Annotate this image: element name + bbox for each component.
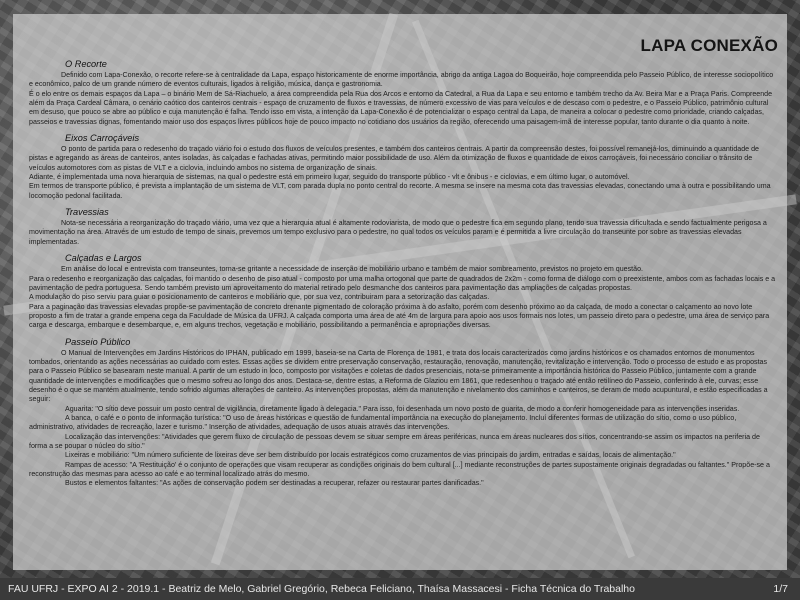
section-heading-travessias: Travessias (65, 207, 109, 218)
paragraph: A banca, o café e o ponto de informação turística: "O uso de áreas históricas e questão de fundamental importância na execução do planejamento. Incluí diferentes formas de utilização do sítio, como o uso público, administrativo, atividades de recreação, lazer e turismo." Inserção de atividades, adequação de usos atuais através das intervenções. (29, 413, 737, 432)
paragraph: Em análise do local e entrevista com transeuntes, torna-se gritante a necessidade de inserção de mobiliário urbano e também de maior sombreamento, previstos no projeto em questão. (61, 265, 644, 274)
paragraph: Aguarita: "O sítio deve possuir um posto central de vigilância, diretamente ligado à delegacia." Para isso, foi desenhada um novo posto de guarita, de modo a conferir homogeneidade para as intervenções inseridas. (65, 404, 740, 413)
paragraph: Em termos de transporte público, é prevista a implantação de um sistema de VLT, com parada dupla no ponto central do recorte. A mesma se insere na mesma cota das travessias elevadas, conectando uma à outra e possibilitando uma locomoção pedonal facilitada. (29, 182, 771, 200)
paragraph: Bustos e elementos faltantes: "As ações de conservação podem ser destinadas a recuperar, refazer ou restaurar partes danificadas." (65, 479, 484, 488)
paragraph: Rampas de acesso: "A 'Restituição' é o conjunto de operações que visam recuperar as condições originais do bem cultural [...] mediante reconstruções de partes supostamente originais degradadas ou faltantes." Propõe-se a reconstrução das mesmas para acesso ao café e ao terminal localizado atrás do mesmo. (29, 460, 770, 479)
paragraph: Localização das intervenções: "Atividades que gerem fluxo de circulação de pessoas devem se situar sempre em áreas periféricas, nunca em áreas nucleares dos sítios, concentrando-se assim os impactos na periferia de forma a se poupar o núcleo do sítio." (29, 432, 760, 450)
section-heading-calcadas: Calçadas e Largos (65, 253, 142, 264)
page-title: LAPA CONEXÃO (640, 36, 778, 55)
paragraph: É o elo entre os demais espaços da Lapa – o binário Mem de Sá-Riachuelo, a área compreendida pela Rua dos Arcos e entorno da Catedral, a Rua da Lapa e seu entorno e também trecho da Av. Beira Mar e a Praça Paris. Compreende além da Praça Cardeal Câmara, o cenário caótico dos canteiros centrais - espaço de cruzamento de fluxos e travessias, de número excessivo de vias para veículos e de descaso com o pedestre, e o Passeio Público, patrimônio cultural em desuso, que pouco se abre ao público e cuja manutenção é falha. Tendo isso em vista, a intenção da Lapa-Conexão é de potencializar o espaço central da Lapa, de maneira a colocar o pedestre como prioridade, criando calçadas, passeios e travessias dignas, fomentando maior uso dos espaços livres públicos hoje de pouco impacto no cotidiano dos usuários da região, oferecendo uma paisagem-imã de interesse popular, tanto durante o dia quanto à noite. (29, 89, 773, 126)
paragraph: O Manual de Intervenções em Jardins Históricos do IPHAN, publicado em 1999, baseia-se na Carta de Florença de 1981, e trata dos locais caracterizados como jardins históricos e os chamados entornos de monumentos tombados, orientando as ações necessárias ao cuidado com estes. Essas ações se dividem entre preservação conservação, restauração, renovação, manutenção, revitalização e intervenção. Todo o processo de estudo e as propostas para o Passeio Público se basearam neste manual. A partir de um estudo in loco, composto por visitações e coletas de dados presenciais, nota-se primeiramente a importância histórica do Passeio Público, juntamente com a grande quantidade de intervenções e modificações que o mesmo sofreu ao longo dos anos. Destaca-se, dentre estas, a Reforma de Glaziou em 1861, que redesenhou o traçado até então retilíneo do Passeio, conferindo à ele, curvas; esse desenho é o que se mantém atualmente, tendo sofrido algumas alterações de canteiro. As intervenções propostas, além da manutenção e nivelamento dos caminhos e canteiros, se deram de modo acupuntural, e estão especificadas a seguir: (29, 348, 768, 404)
paragraph: Adiante, é implementada uma nova hierarquia de sistemas, na qual o pedestre está em primeiro lugar, seguido do transporte público - vlt e ônibus - e ciclovias, e em último lugar, o automóvel. (29, 173, 630, 182)
section-heading-recorte: O Recorte (65, 59, 107, 69)
paragraph: O ponto de partida para o redesenho do traçado viário foi o estudo dos fluxos de veículos presentes, e também dos canteiros centrais. A partir da compreensão destes, foi possível remanejá-los, diminuindo a quantidade de pistas e agregando as áreas de canteiros, antes isoladas, às calçadas e fachadas ativas, permitindo maior possibilidade de uso. Além da otimização de fluxos e quantidade de eixos carroçáveis, foi necessário conciliar o trânsito de veículos automotores com as pistas de VLT e a ciclovia, incluindo ambos no sistema de organização de sinais. (29, 145, 759, 172)
paragraph: A modulação do piso serviu para guiar o posicionamento de canteiros e mobiliário que, por sua vez, contribuiram para a setorização das calçadas. (29, 293, 490, 302)
paragraph: Definido com Lapa-Conexão, o recorte refere-se à centralidade da Lapa, espaço historicamente de enorme importância, abrigo da antiga Lagoa do Boqueirão, hoje compreendida pelo Passeio Público, de interesse sociopolítico e econômico, palco de um grande número de eventos culturais, ligados à religião, música, dança e gastronomia. (29, 71, 774, 89)
footer-credit: FAU UFRJ - EXPO AI 2 - 2019.1 - Beatriz de Melo, Gabriel Gregório, Rebeca Feliciano, Thaísa Massacesi - Ficha Técnica do Trabalho (8, 583, 635, 595)
section-heading-eixos: Eixos Carroçáveis (65, 133, 140, 144)
page-number: 1/7 (773, 583, 788, 595)
paragraph: Para o redesenho e reorganização das calçadas, foi mantido o desenho de piso atual - composto por uma malha ortogonal que parte de quadrados de 2x2m - como forma de diálogo com o preexistente, ambos com as fachadas locais e a pavimentação de pedra portuguesa. Sendo também previsto um aproveitamento do material retirado pelo desmanche dos canteiros para pavimentação das ampliações de calçadas propostas. (29, 274, 776, 292)
paragraph: Para a paginação das travessias elevadas propõe-se pavimentação de concreto drenante pigmentado de coloração próxima à do asfalto, porém com desenho próximo ao da calçada, de modo a conectar o calçamento ao novo lote proposto a fim de tratar a grande empena cega da Faculdade de Música da UFRJ. A calçada comporta uma área de até 4m de largura para apoio aos usos formais nos lotes, um passeio direto para o pedestre, uma área de serviço para carga e descarga, embarque e desembarque, e, em alguns trechos, vegetação e mobiliário, possibilitando a permanência e apropriações diversas. (29, 302, 770, 330)
document-body (29, 59, 777, 489)
paragraph: Lixeiras e mobiliário: "Um número suficiente de lixeiras deve ser bem distribuído por locais estratégicos como cruzamentos de vias principais do jardim, entradas e saídas, locais de alimentação." (65, 451, 676, 460)
section-heading-passeio: Passeio Público (65, 336, 131, 347)
footer-bar (0, 578, 800, 600)
paragraph: Nota-se necessária a reorganização do traçado viário, uma vez que a hierarquia atual é altamente rodoviarista, de modo que o pedestre fica em segundo plano, tendo sua travessia dificultada e sendo factualmente perigosa a movimentação na área. Através de um estudo de tempo de sinais, prevemos um tempo exclusivo para o pedestre, no qual todos os veículos param e é permitida a livre circulação do transeunte por sobre as travessias elevadas implementadas. (29, 219, 767, 246)
